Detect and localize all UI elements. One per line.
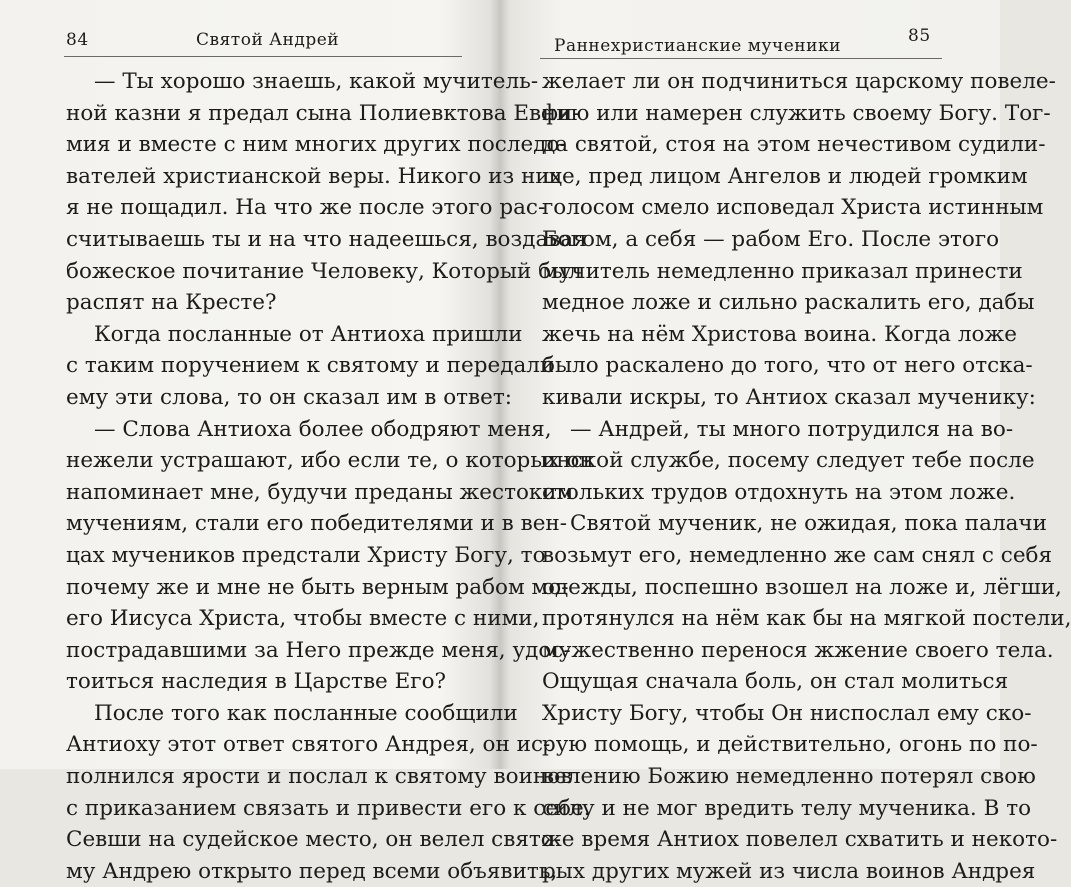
text-line: мучитель немедленно приказал принести xyxy=(542,258,1023,284)
text-line: — Ты хорошо знаешь, какой мучитель- xyxy=(94,69,539,94)
text-line: напоминает мне, будучи преданы жестоким xyxy=(66,479,574,505)
text-line: да святой, стоя на этом нечестивом судили- xyxy=(542,132,1046,158)
text-line: пострадавшими за Него прежде меня, удос- xyxy=(66,637,571,663)
text-line: же время Антиох повелел схватить и некото- xyxy=(542,827,1058,853)
text-line: — Слова Антиоха более ободряют меня, xyxy=(94,416,552,442)
text-line: было раскалено до того, что от него отска- xyxy=(542,353,1033,379)
text-line: После того как посланные сообщили xyxy=(94,700,518,726)
text-line: желает ли он подчиниться царскому повеле- xyxy=(542,69,1056,94)
page-number: 85 xyxy=(908,26,931,46)
text-line: почему же и мне не быть верным рабом мо- xyxy=(66,574,569,600)
text-line: инской службе, посему следует тебе после xyxy=(542,448,1035,474)
text-line: его Иисуса Христа, чтобы вместе с ними, xyxy=(66,606,540,632)
text-line: считываешь ты и на что надеешься, воздавая xyxy=(66,226,587,252)
text-line: жечь на нём Христова воина. Когда ложе xyxy=(542,321,1017,347)
header-rule xyxy=(540,58,942,59)
text-line: Христу Богу, чтобы Он ниспослал ему ско- xyxy=(542,700,1032,726)
text-line: Антиоху этот ответ святого Андрея, он ис- xyxy=(66,732,551,758)
text-line: тоиться наследия в Царстве Его? xyxy=(66,669,447,695)
text-line: божеское почитание Человеку, Который был xyxy=(66,258,582,284)
text-line: велению Божию немедленно потерял свою xyxy=(542,764,1036,790)
text-line: распят на Кресте? xyxy=(66,290,277,316)
text-line: голосом смело исповедал Христа истинным xyxy=(542,195,1044,221)
header-rule xyxy=(64,56,462,57)
text-line: ной казни я предал сына Полиевктова Евфи- xyxy=(66,100,580,126)
text-line: мужественно перенося жжение своего тела. xyxy=(542,637,1054,663)
running-title: Святой Андрей xyxy=(196,30,340,50)
text-line: Богом, а себя — рабом Его. После этого xyxy=(542,226,1000,252)
text-line: стольких трудов отдохнуть на этом ложе. xyxy=(542,479,1016,505)
text-line: рую помощь, и действительно, огонь по по- xyxy=(542,732,1038,758)
text-line: силу и не мог вредить телу мученика. В то xyxy=(542,795,1032,821)
text-line: рых других мужей из числа воинов Андрея xyxy=(542,858,1036,884)
text-line: цах мучеников предстали Христу Богу, то xyxy=(66,542,546,568)
text-line: протянулся на нём как бы на мягкой постели, xyxy=(542,606,1071,632)
text-line: я не пощадил. На что же после этого рас- xyxy=(66,195,546,221)
text-line: Севши на судейское место, он велел свято- xyxy=(66,827,561,853)
text-line: ще, пред лицом Ангелов и людей громким xyxy=(542,163,1028,189)
text-line: нию или намерен служить своему Богу. Тог- xyxy=(542,100,1051,126)
text-line: вателей христианской веры. Никого из них xyxy=(66,163,562,189)
text-line: Ощущая сначала боль, он стал молиться xyxy=(542,669,1009,695)
text-line: с приказанием связать и привести его к себе. xyxy=(66,795,591,821)
text-line: полнился ярости и послал к святому воинов xyxy=(66,764,573,790)
text-line: мия и вместе с ним многих других последо- xyxy=(66,132,567,158)
text-line: мучениям, стали его победителями и в вен- xyxy=(66,511,568,537)
text-line: с таким поручением к святому и передали xyxy=(66,353,555,379)
text-line: му Андрею открыто перед всеми объявить, xyxy=(66,858,558,884)
running-title: Раннехристианские мученики xyxy=(554,36,841,56)
text-line: кивали искры, то Антиох сказал мученику: xyxy=(542,384,1036,410)
text-line: нежели устрашают, ибо если те, о которых он xyxy=(66,448,594,474)
body-text xyxy=(542,66,1071,887)
text-line: — Андрей, ты много потрудился на во- xyxy=(570,416,1014,442)
page-number: 84 xyxy=(66,30,89,50)
right-page xyxy=(510,0,1071,884)
text-line: медное ложе и сильно раскалить его, дабы xyxy=(542,290,1035,316)
text-line: возьмут его, немедленно же сам снял с себя xyxy=(542,542,1053,568)
text-line: ему эти слова, то он сказал им в ответ: xyxy=(66,384,513,410)
text-line: Когда посланные от Антиоха пришли xyxy=(94,321,523,347)
text-line: Святой мученик, не ожидая, пока палачи xyxy=(570,511,1047,537)
text-line: одежды, поспешно взошел на ложе и, лёгши, xyxy=(542,574,1062,600)
body-text xyxy=(66,66,594,887)
